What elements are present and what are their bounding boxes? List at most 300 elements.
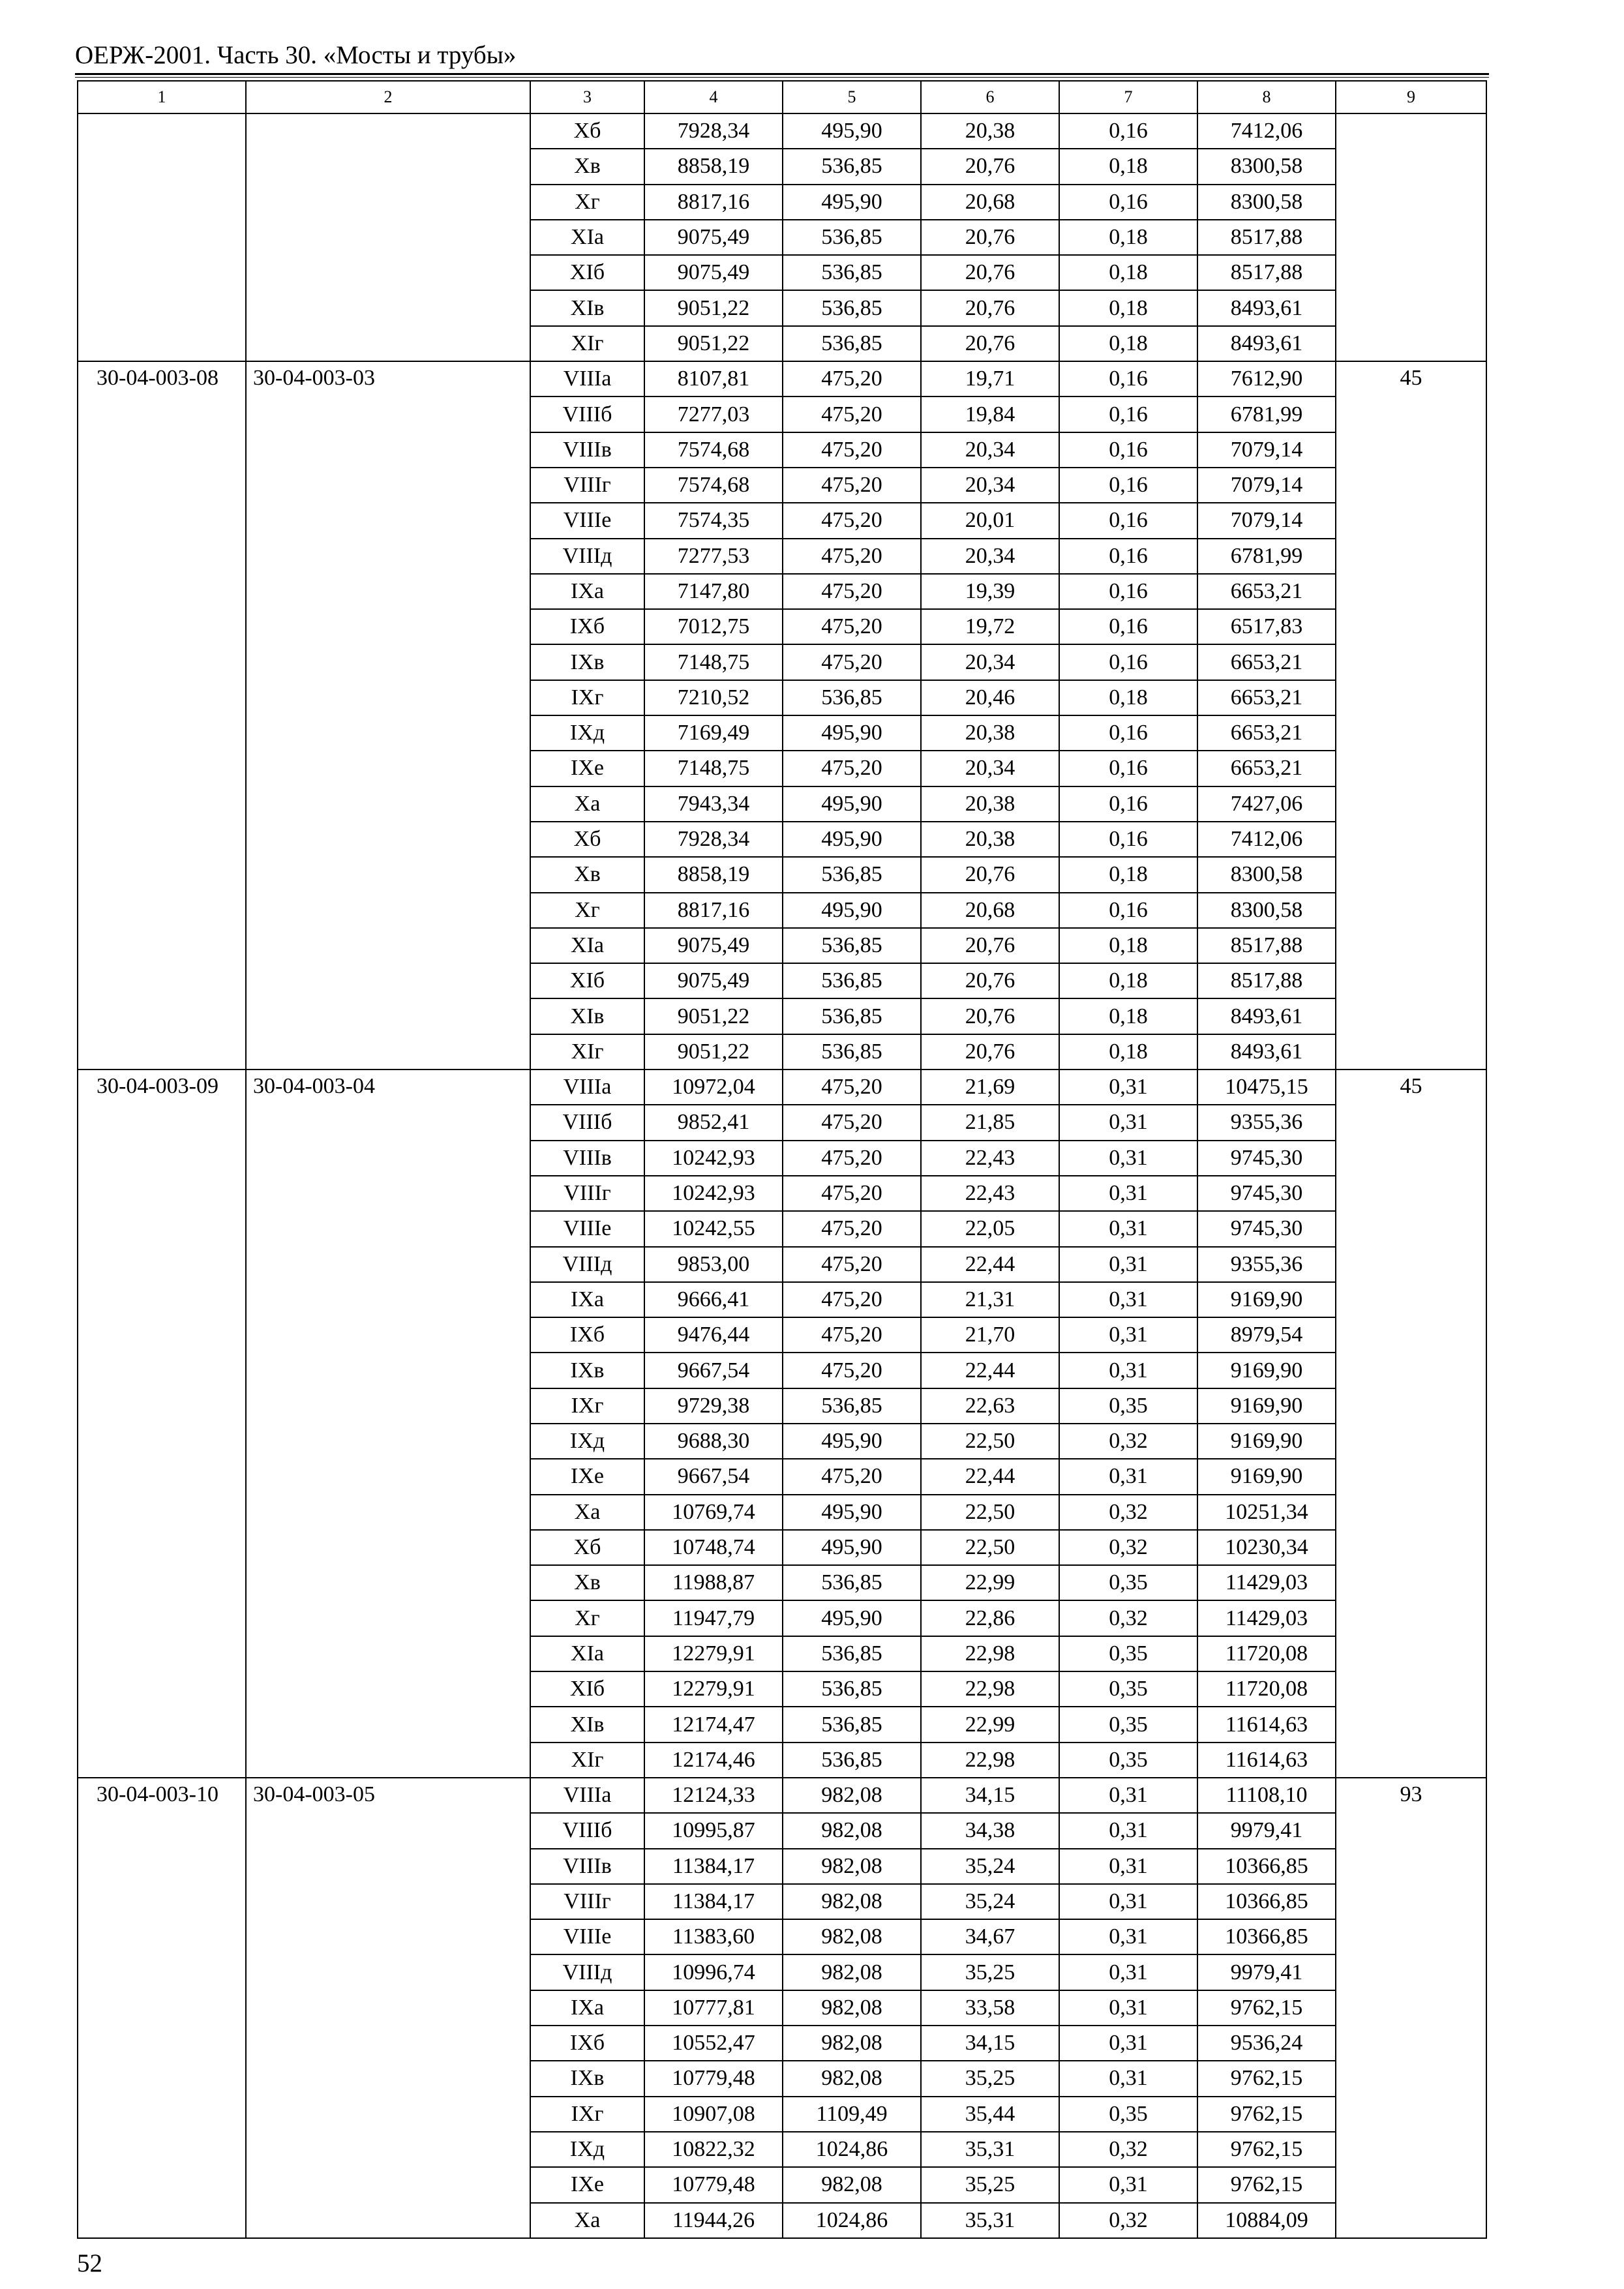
value-cell: 10995,87	[644, 1813, 783, 1848]
value-cell: 22,50	[921, 1424, 1059, 1459]
value-cell: 475,20	[783, 1105, 921, 1140]
value-cell: 475,20	[783, 1282, 921, 1317]
value-cell: 7427,06	[1197, 786, 1336, 822]
value-cell: 20,34	[921, 539, 1059, 574]
value-cell: 0,18	[1059, 255, 1197, 290]
value-cell: 22,99	[921, 1565, 1059, 1600]
zone-cell: Ха	[530, 1495, 644, 1530]
table-row	[78, 361, 1486, 396]
value-cell: 0,32	[1059, 1495, 1197, 1530]
value-cell: 0,35	[1059, 1743, 1197, 1778]
zone-cell: VIIIа	[530, 1778, 644, 1813]
value-cell: 0,31	[1059, 1813, 1197, 1848]
value-cell: 20,34	[921, 432, 1059, 468]
value-cell: 7277,03	[644, 396, 783, 432]
zone-cell: ХIг	[530, 326, 644, 361]
column-number: 3	[530, 81, 644, 113]
zone-cell: IХг	[530, 2097, 644, 2132]
value-cell: 20,68	[921, 185, 1059, 220]
value-cell: 11383,60	[644, 1919, 783, 1954]
value-cell: 0,31	[1059, 1459, 1197, 1494]
value-cell: 0,18	[1059, 1034, 1197, 1070]
value-cell: 20,76	[921, 1034, 1059, 1070]
value-cell: 20,76	[921, 220, 1059, 255]
value-cell: 475,20	[783, 609, 921, 644]
value-cell: 8517,88	[1197, 963, 1336, 998]
value-cell: 7012,75	[644, 609, 783, 644]
value-cell: 9667,54	[644, 1459, 783, 1494]
value-cell: 7079,14	[1197, 468, 1336, 503]
value-cell: 0,16	[1059, 396, 1197, 432]
value-cell: 22,98	[921, 1636, 1059, 1671]
value-cell: 982,08	[783, 2026, 921, 2061]
value-cell: 0,31	[1059, 1282, 1197, 1317]
value-cell: 22,43	[921, 1141, 1059, 1176]
zone-cell: VIIIв	[530, 432, 644, 468]
zone-cell: Ха	[530, 2203, 644, 2238]
value-cell: 34,38	[921, 1813, 1059, 1848]
value-cell: 8858,19	[644, 149, 783, 184]
value-cell: 20,34	[921, 468, 1059, 503]
value-cell: 10242,93	[644, 1141, 783, 1176]
value-cell: 0,35	[1059, 1565, 1197, 1600]
value-cell: 0,35	[1059, 1636, 1197, 1671]
value-cell: 12124,33	[644, 1778, 783, 1813]
value-cell: 35,24	[921, 1884, 1059, 1919]
value-cell: 0,32	[1059, 1600, 1197, 1636]
zone-cell: VIIIв	[530, 1141, 644, 1176]
value-cell: 0,31	[1059, 1884, 1197, 1919]
value-cell: 9169,90	[1197, 1282, 1336, 1317]
value-cell: 536,85	[783, 149, 921, 184]
zone-cell: VIIIа	[530, 1070, 644, 1105]
value-cell: 34,15	[921, 1778, 1059, 1813]
value-cell: 495,90	[783, 715, 921, 751]
value-cell: 9051,22	[644, 1034, 783, 1070]
value-cell: 0,16	[1059, 361, 1197, 396]
value-cell: 0,31	[1059, 1919, 1197, 1954]
column-number: 2	[246, 81, 530, 113]
zone-cell: ХIб	[530, 255, 644, 290]
value-cell: 0,16	[1059, 751, 1197, 786]
zone-cell: VIIIг	[530, 1884, 644, 1919]
value-cell: 34,15	[921, 2026, 1059, 2061]
value-cell: 536,85	[783, 1671, 921, 1707]
rates-table-body	[78, 81, 1486, 2238]
value-cell: 12174,47	[644, 1707, 783, 1742]
page-header-title: ОЕРЖ-2001. Часть 30. «Мосты и трубы»	[75, 41, 517, 69]
value-cell: 475,20	[783, 1211, 921, 1246]
zone-cell: ХIв	[530, 1707, 644, 1742]
value-cell: 7928,34	[644, 822, 783, 857]
value-cell: 12279,91	[644, 1671, 783, 1707]
value-cell: 0,16	[1059, 609, 1197, 644]
value-cell: 9762,15	[1197, 2132, 1336, 2167]
value-cell: 0,16	[1059, 432, 1197, 468]
zone-cell: IХв	[530, 1353, 644, 1388]
value-cell: 0,16	[1059, 539, 1197, 574]
value-cell: 0,32	[1059, 1530, 1197, 1565]
zone-cell: Хб	[530, 822, 644, 857]
value-cell: 0,18	[1059, 326, 1197, 361]
zone-cell: Хг	[530, 893, 644, 928]
value-cell: 9762,15	[1197, 2167, 1336, 2202]
value-cell: 9762,15	[1197, 2061, 1336, 2096]
value-cell: 11429,03	[1197, 1600, 1336, 1636]
value-cell: 10242,93	[644, 1176, 783, 1211]
value-cell: 11429,03	[1197, 1565, 1336, 1600]
value-cell: 982,08	[783, 2061, 921, 2096]
zone-cell: ХIа	[530, 928, 644, 963]
value-cell: 6781,99	[1197, 539, 1336, 574]
value-cell: 0,31	[1059, 2061, 1197, 2096]
value-cell: 22,98	[921, 1743, 1059, 1778]
zone-cell: Хв	[530, 857, 644, 892]
value-cell: 10366,85	[1197, 1884, 1336, 1919]
value-cell: 9979,41	[1197, 1813, 1336, 1848]
value-cell: 536,85	[783, 1743, 921, 1778]
value-cell: 7277,53	[644, 539, 783, 574]
value-cell: 495,90	[783, 1600, 921, 1636]
zone-cell: Хв	[530, 149, 644, 184]
value-cell: 12279,91	[644, 1636, 783, 1671]
value-cell: 8300,58	[1197, 185, 1336, 220]
value-cell: 11384,17	[644, 1884, 783, 1919]
value-cell: 10475,15	[1197, 1070, 1336, 1105]
value-cell: 0,31	[1059, 2026, 1197, 2061]
zone-cell: VIIIд	[530, 1247, 644, 1282]
value-cell: 20,38	[921, 822, 1059, 857]
value-cell: 10777,81	[644, 1990, 783, 2026]
value-cell: 536,85	[783, 1707, 921, 1742]
value-cell: 20,01	[921, 503, 1059, 538]
value-cell: 8493,61	[1197, 1034, 1336, 1070]
value-cell: 11947,79	[644, 1600, 783, 1636]
value-cell: 0,16	[1059, 786, 1197, 822]
value-cell: 0,16	[1059, 185, 1197, 220]
header-rule-thin	[75, 77, 1489, 78]
value-cell: 20,38	[921, 715, 1059, 751]
value-cell: 475,20	[783, 468, 921, 503]
value-cell: 8517,88	[1197, 220, 1336, 255]
value-cell: 0,32	[1059, 2132, 1197, 2167]
value-cell: 9169,90	[1197, 1459, 1336, 1494]
value-cell: 9853,00	[644, 1247, 783, 1282]
value-cell: 982,08	[783, 2167, 921, 2202]
value-cell: 0,16	[1059, 574, 1197, 609]
value-cell: 9075,49	[644, 220, 783, 255]
value-cell: 0,35	[1059, 1707, 1197, 1742]
zone-cell: Хб	[530, 113, 644, 149]
value-cell: 475,20	[783, 1353, 921, 1388]
value-cell: 9667,54	[644, 1353, 783, 1388]
value-cell: 9666,41	[644, 1282, 783, 1317]
zone-cell: IХе	[530, 2167, 644, 2202]
column-9-cell: 45	[1336, 361, 1486, 1070]
value-cell: 10779,48	[644, 2167, 783, 2202]
value-cell: 7612,90	[1197, 361, 1336, 396]
value-cell: 12174,46	[644, 1743, 783, 1778]
value-cell: 0,31	[1059, 1070, 1197, 1105]
value-cell: 6653,21	[1197, 751, 1336, 786]
value-cell: 475,20	[783, 503, 921, 538]
value-cell: 20,76	[921, 149, 1059, 184]
value-cell: 0,16	[1059, 715, 1197, 751]
value-cell: 35,25	[921, 1954, 1059, 1990]
value-cell: 7079,14	[1197, 432, 1336, 468]
page-number: 52	[77, 2249, 102, 2277]
zone-cell: ХIв	[530, 998, 644, 1034]
value-cell: 536,85	[783, 326, 921, 361]
value-cell: 0,35	[1059, 1388, 1197, 1424]
value-cell: 8300,58	[1197, 857, 1336, 892]
value-cell: 536,85	[783, 220, 921, 255]
value-cell: 9051,22	[644, 998, 783, 1034]
value-cell: 0,35	[1059, 1671, 1197, 1707]
value-cell: 35,31	[921, 2132, 1059, 2167]
value-cell: 495,90	[783, 1530, 921, 1565]
value-cell: 9075,49	[644, 928, 783, 963]
value-cell: 0,31	[1059, 1176, 1197, 1211]
column-9-cell: 45	[1336, 1070, 1486, 1778]
value-cell: 11988,87	[644, 1565, 783, 1600]
value-cell: 9852,41	[644, 1105, 783, 1140]
value-cell: 7943,34	[644, 786, 783, 822]
column-number: 7	[1059, 81, 1197, 113]
zone-cell: VIIIд	[530, 539, 644, 574]
value-cell: 19,72	[921, 609, 1059, 644]
value-cell: 536,85	[783, 1636, 921, 1671]
zone-cell: IХв	[530, 2061, 644, 2096]
column-9-cell	[1336, 113, 1486, 361]
value-cell: 0,31	[1059, 1105, 1197, 1140]
value-cell: 20,34	[921, 751, 1059, 786]
value-cell: 8979,54	[1197, 1317, 1336, 1353]
zone-cell: ХIб	[530, 1671, 644, 1707]
value-cell: 34,67	[921, 1919, 1059, 1954]
value-cell: 982,08	[783, 1884, 921, 1919]
value-cell: 10972,04	[644, 1070, 783, 1105]
value-cell: 10251,34	[1197, 1495, 1336, 1530]
value-cell: 22,50	[921, 1495, 1059, 1530]
value-cell: 0,31	[1059, 1990, 1197, 2026]
value-cell: 9979,41	[1197, 1954, 1336, 1990]
value-cell: 0,18	[1059, 149, 1197, 184]
value-cell: 9536,24	[1197, 2026, 1336, 2061]
value-cell: 9355,36	[1197, 1247, 1336, 1282]
value-cell: 536,85	[783, 857, 921, 892]
column-number: 8	[1197, 81, 1336, 113]
value-cell: 20,38	[921, 786, 1059, 822]
rate-code-cell	[78, 113, 246, 361]
value-cell: 8517,88	[1197, 928, 1336, 963]
value-cell: 20,76	[921, 290, 1059, 325]
value-cell: 0,18	[1059, 220, 1197, 255]
rate-code-cell: 30-04-003-08	[78, 361, 246, 1070]
zone-cell: Хг	[530, 185, 644, 220]
zone-cell: VIIIе	[530, 503, 644, 538]
value-cell: 0,16	[1059, 503, 1197, 538]
value-cell: 10884,09	[1197, 2203, 1336, 2238]
value-cell: 6781,99	[1197, 396, 1336, 432]
zone-cell: VIIIд	[530, 1954, 644, 1990]
table-row	[78, 113, 1486, 149]
value-cell: 10366,85	[1197, 1849, 1336, 1884]
value-cell: 8493,61	[1197, 326, 1336, 361]
value-cell: 1024,86	[783, 2203, 921, 2238]
value-cell: 20,76	[921, 998, 1059, 1034]
value-cell: 35,31	[921, 2203, 1059, 2238]
value-cell: 20,76	[921, 963, 1059, 998]
zone-cell: ХIг	[530, 1743, 644, 1778]
value-cell: 0,31	[1059, 1247, 1197, 1282]
value-cell: 536,85	[783, 963, 921, 998]
zone-cell: VIIIв	[530, 1849, 644, 1884]
value-cell: 20,46	[921, 680, 1059, 715]
value-cell: 0,31	[1059, 2167, 1197, 2202]
zone-cell: ХIа	[530, 220, 644, 255]
column-number: 9	[1336, 81, 1486, 113]
value-cell: 20,76	[921, 857, 1059, 892]
value-cell: 22,99	[921, 1707, 1059, 1742]
value-cell: 22,44	[921, 1459, 1059, 1494]
value-cell: 22,44	[921, 1247, 1059, 1282]
value-cell: 10907,08	[644, 2097, 783, 2132]
value-cell: 8107,81	[644, 361, 783, 396]
value-cell: 22,43	[921, 1176, 1059, 1211]
value-cell: 10748,74	[644, 1530, 783, 1565]
zone-cell: IХе	[530, 751, 644, 786]
value-cell: 8300,58	[1197, 149, 1336, 184]
value-cell: 11614,63	[1197, 1707, 1336, 1742]
zone-cell: VIIIг	[530, 468, 644, 503]
value-cell: 0,32	[1059, 1424, 1197, 1459]
value-cell: 7574,35	[644, 503, 783, 538]
value-cell: 495,90	[783, 185, 921, 220]
zone-cell: VIIIе	[530, 1211, 644, 1246]
zone-cell: Ха	[530, 786, 644, 822]
value-cell: 475,20	[783, 1317, 921, 1353]
value-cell: 21,31	[921, 1282, 1059, 1317]
zone-cell: ХIв	[530, 290, 644, 325]
value-cell: 495,90	[783, 1495, 921, 1530]
value-cell: 6653,21	[1197, 574, 1336, 609]
zone-cell: IХб	[530, 1317, 644, 1353]
table-row	[78, 1778, 1486, 1813]
value-cell: 7147,80	[644, 574, 783, 609]
value-cell: 0,31	[1059, 1211, 1197, 1246]
value-cell: 10779,48	[644, 2061, 783, 2096]
value-cell: 10822,32	[644, 2132, 783, 2167]
rates-table	[77, 80, 1487, 2239]
value-cell: 9355,36	[1197, 1105, 1336, 1140]
value-cell: 35,44	[921, 2097, 1059, 2132]
value-cell: 0,31	[1059, 1954, 1197, 1990]
value-cell: 20,68	[921, 893, 1059, 928]
value-cell: 7169,49	[644, 715, 783, 751]
value-cell: 9075,49	[644, 255, 783, 290]
value-cell: 475,20	[783, 1176, 921, 1211]
zone-cell: Хб	[530, 1530, 644, 1565]
reference-code-cell: 30-04-003-04	[246, 1070, 530, 1778]
value-cell: 8817,16	[644, 185, 783, 220]
value-cell: 0,16	[1059, 468, 1197, 503]
header-rule	[75, 73, 1489, 75]
value-cell: 1109,49	[783, 2097, 921, 2132]
value-cell: 982,08	[783, 1990, 921, 2026]
value-cell: 10230,34	[1197, 1530, 1336, 1565]
zone-cell: ХIб	[530, 963, 644, 998]
value-cell: 475,20	[783, 361, 921, 396]
value-cell: 0,18	[1059, 928, 1197, 963]
column-number-row	[78, 81, 1486, 113]
value-cell: 7412,06	[1197, 822, 1336, 857]
value-cell: 0,16	[1059, 893, 1197, 928]
value-cell: 7928,34	[644, 113, 783, 149]
value-cell: 20,34	[921, 644, 1059, 680]
value-cell: 8817,16	[644, 893, 783, 928]
value-cell: 982,08	[783, 1919, 921, 1954]
value-cell: 0,31	[1059, 1778, 1197, 1813]
value-cell: 9745,30	[1197, 1176, 1336, 1211]
value-cell: 22,86	[921, 1600, 1059, 1636]
value-cell: 21,69	[921, 1070, 1059, 1105]
value-cell: 495,90	[783, 893, 921, 928]
value-cell: 0,18	[1059, 998, 1197, 1034]
value-cell: 475,20	[783, 396, 921, 432]
zone-cell: VIIIа	[530, 361, 644, 396]
value-cell: 9169,90	[1197, 1424, 1336, 1459]
value-cell: 495,90	[783, 786, 921, 822]
value-cell: 536,85	[783, 1388, 921, 1424]
value-cell: 20,76	[921, 928, 1059, 963]
value-cell: 10996,74	[644, 1954, 783, 1990]
value-cell: 0,16	[1059, 822, 1197, 857]
value-cell: 0,32	[1059, 2203, 1197, 2238]
value-cell: 21,70	[921, 1317, 1059, 1353]
value-cell: 7574,68	[644, 432, 783, 468]
value-cell: 19,71	[921, 361, 1059, 396]
zone-cell: IХе	[530, 1459, 644, 1494]
value-cell: 6653,21	[1197, 680, 1336, 715]
value-cell: 35,25	[921, 2061, 1059, 2096]
value-cell: 6653,21	[1197, 644, 1336, 680]
column-9-cell: 93	[1336, 1778, 1486, 2238]
table-row	[78, 1070, 1486, 1105]
value-cell: 19,39	[921, 574, 1059, 609]
value-cell: 9169,90	[1197, 1353, 1336, 1388]
zone-cell: IХд	[530, 715, 644, 751]
value-cell: 982,08	[783, 1849, 921, 1884]
value-cell: 22,63	[921, 1388, 1059, 1424]
value-cell: 0,18	[1059, 680, 1197, 715]
value-cell: 475,20	[783, 432, 921, 468]
value-cell: 536,85	[783, 998, 921, 1034]
value-cell: 9051,22	[644, 326, 783, 361]
value-cell: 11720,08	[1197, 1671, 1336, 1707]
value-cell: 9745,30	[1197, 1141, 1336, 1176]
value-cell: 495,90	[783, 1424, 921, 1459]
zone-cell: ХIа	[530, 1636, 644, 1671]
value-cell: 475,20	[783, 751, 921, 786]
value-cell: 9051,22	[644, 290, 783, 325]
zone-cell: IХг	[530, 1388, 644, 1424]
value-cell: 982,08	[783, 1813, 921, 1848]
value-cell: 9075,49	[644, 963, 783, 998]
value-cell: 0,31	[1059, 1317, 1197, 1353]
value-cell: 33,58	[921, 1990, 1059, 2026]
value-cell: 7412,06	[1197, 113, 1336, 149]
